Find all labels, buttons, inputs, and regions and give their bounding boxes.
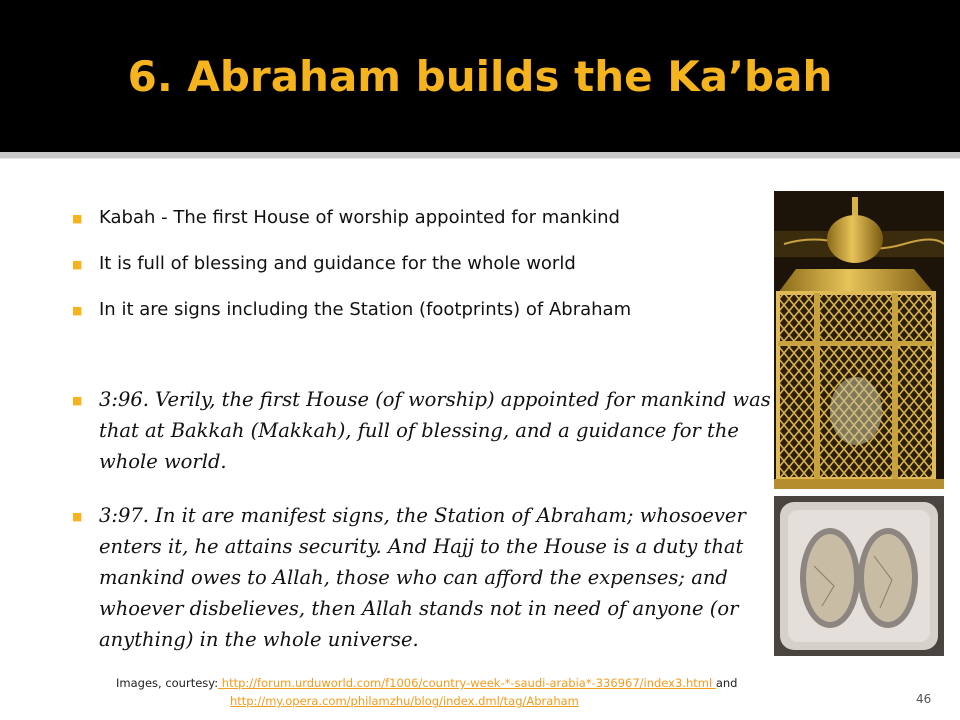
station-of-abraham-enclosure-photo [774, 191, 944, 489]
footprints-illustration [774, 496, 944, 656]
bullet-text: In it are signs including the Station (footprints) of Abraham [99, 299, 632, 320]
bullet-square-icon: ■ [72, 258, 83, 271]
credits-line-1 [116, 674, 737, 692]
golden-enclosure-illustration [774, 191, 944, 489]
bullet-text: Kabah - The first House of worship appointed for mankind [99, 207, 620, 228]
credits-joiner: and [715, 676, 738, 690]
bullet-text: It is full of blessing and guidance for the whole world [99, 253, 576, 274]
bullet-square-icon: ■ [72, 212, 83, 225]
bullet-square-icon: ■ [72, 510, 83, 523]
image-credits [116, 674, 737, 710]
quote-bullet [72, 384, 799, 477]
quote-bullet [72, 500, 799, 655]
slide-title: 6. Abraham builds the Ka’bah [127, 52, 833, 101]
page-number: 46 [916, 692, 932, 706]
quote-text: 3:97. In it are manifest signs, the Station of Abraham; whosoever enters it, he attains security. And Hajj to the House is a duty that mankind owes to Allah, those who can afford the expenses; and whoever disbelieves, then Allah stands not in need of anyone (or anything) in the whole universe. [99, 504, 746, 651]
quote-text: 3:96. Verily, the first House (of worship) appointed for mankind was that at Bakkah (Makkah), full of blessing, and a guidance for the whole world. [99, 388, 771, 473]
bullet-item [72, 250, 762, 278]
credits-line-2 [116, 692, 737, 710]
footprints-stone-photo [774, 496, 944, 656]
bullet-list [72, 204, 762, 342]
bullet-square-icon: ■ [72, 394, 83, 407]
bullet-item [72, 204, 762, 232]
credit-link-urduworld[interactable]: http://forum.urduworld.com/f1006/country-week-*-saudi-arabia*-336967/index3.html [218, 676, 716, 690]
credit-link-opera[interactable]: http://my.opera.com/philamzhu/blog/index.dml/tag/Abraham [230, 694, 579, 708]
title-divider [0, 152, 960, 159]
credits-prefix: Images, courtesy: [116, 676, 219, 690]
bullet-item [72, 296, 762, 324]
bullet-square-icon: ■ [72, 304, 83, 317]
